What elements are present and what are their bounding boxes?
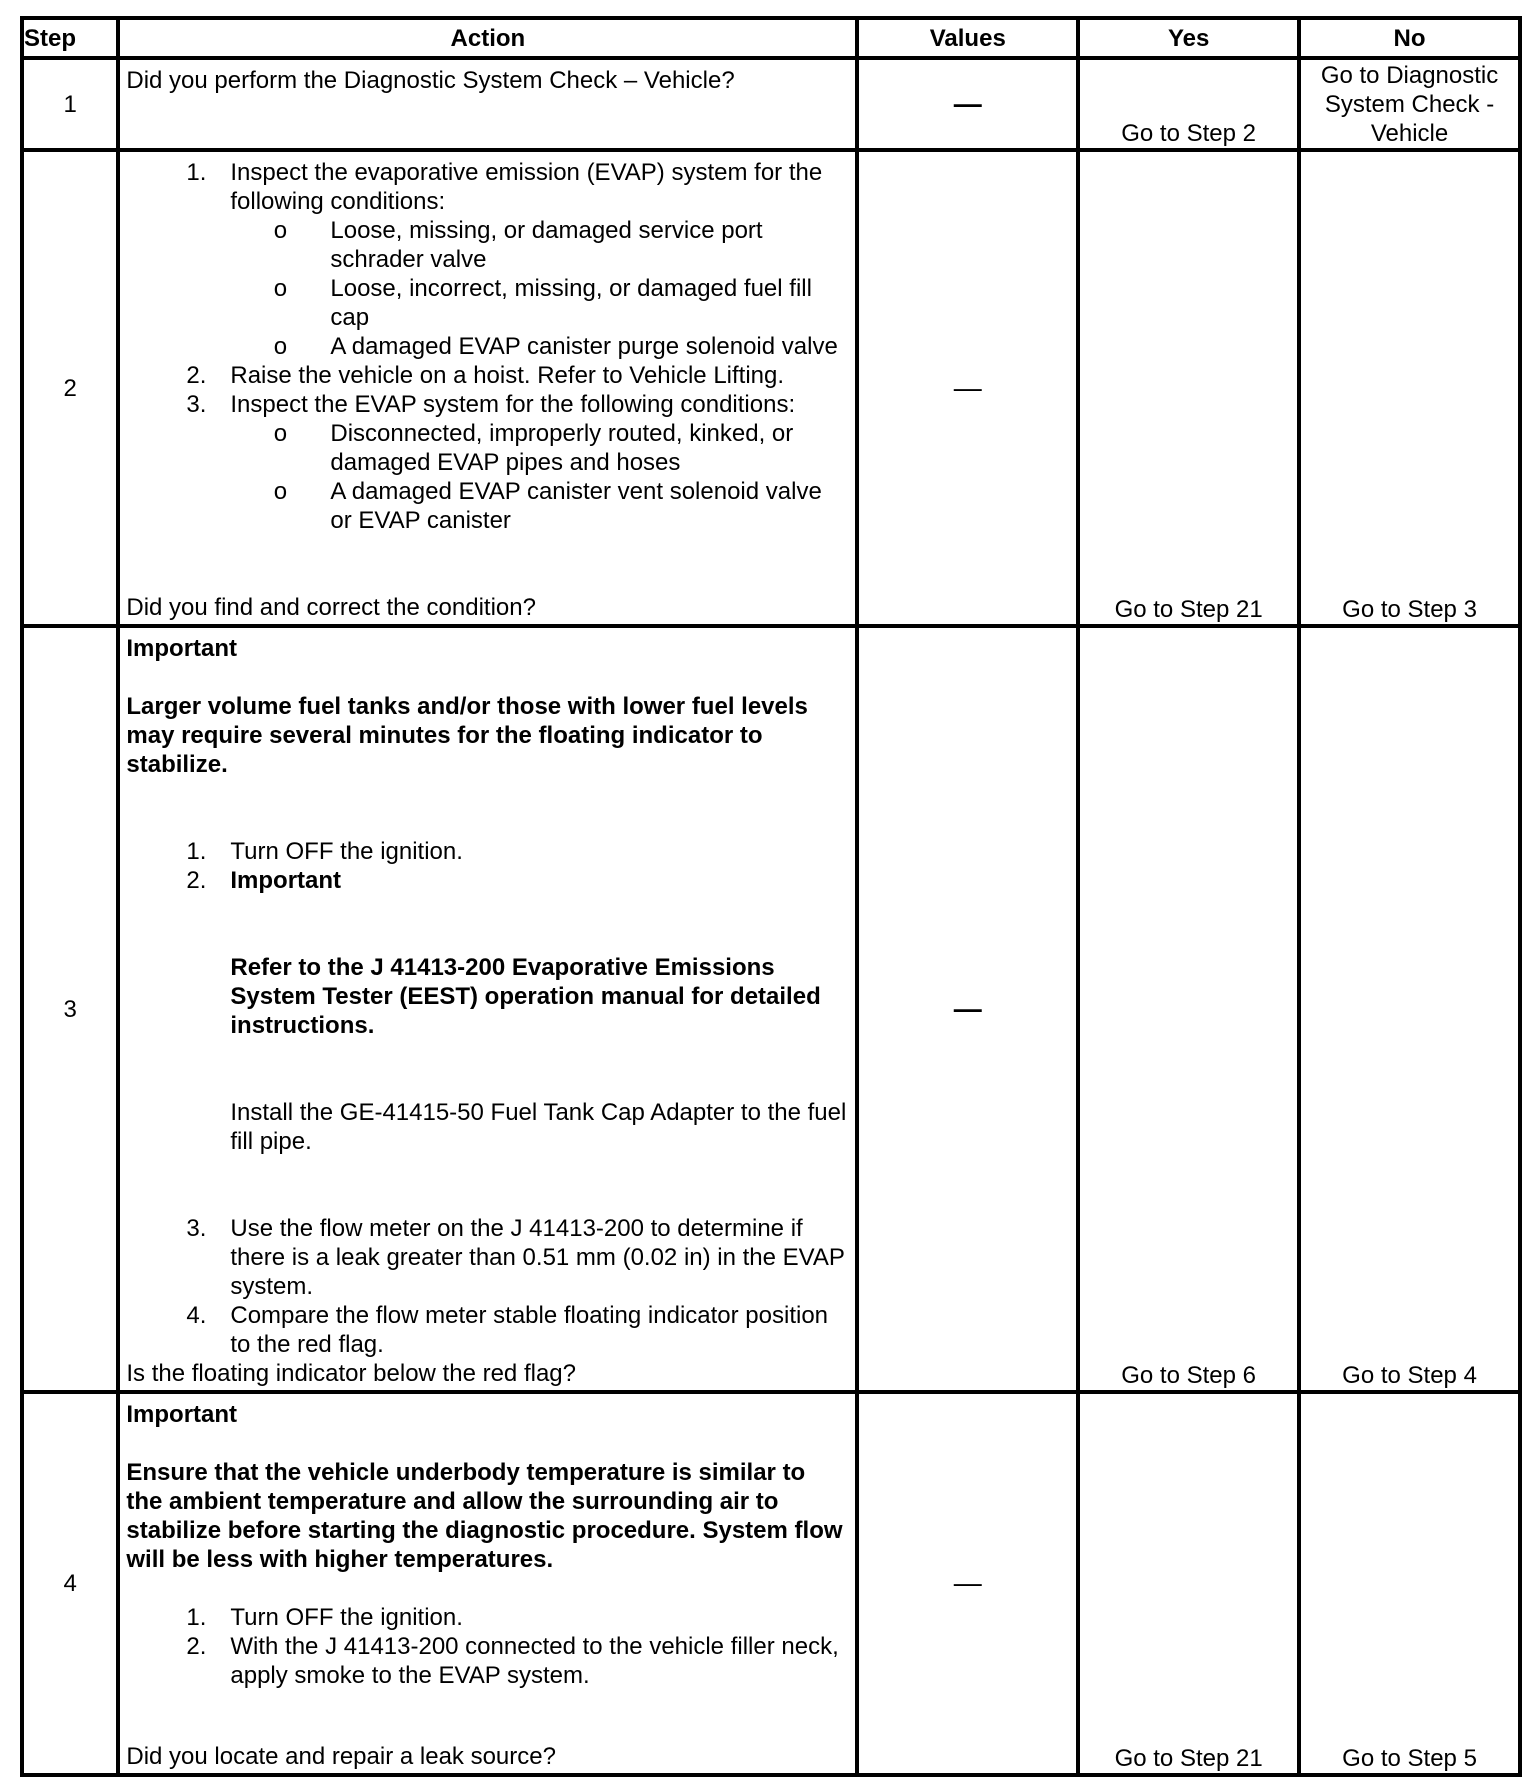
header-step: Step [22, 18, 118, 58]
action-list [126, 1603, 847, 1690]
bullet-glyph: o [273, 420, 288, 447]
yes-cell: Go to Step 6 [1078, 626, 1299, 1392]
action-list [126, 837, 847, 1359]
table-row [22, 626, 1520, 1392]
bullet-item: o A damaged EVAP canister purge solenoid valve [230, 332, 847, 361]
step-number: 1 [22, 58, 118, 150]
list-item: 3. Inspect the EVAP system for the following conditions: o Disconnected, improperly routed, kinked, or damaged EVAP pipes and hoses o A damaged EVAP canister vent solenoid valve or EVAP canister [126, 390, 847, 535]
list-item: 2. Important Refer to the J 41413-200 Evaporative Emissions System Tester (EEST) operation manual for detailed instructions. Install the GE-41415-50 Fuel Tank Cap Adapter to the fuel fill pipe. [186, 867, 847, 1155]
values-cell [857, 58, 1078, 150]
important-label: Important [126, 1401, 238, 1428]
list-item: 1. Turn OFF the ignition. [186, 838, 463, 865]
question: Did you perform the Diagnostic System Check – Vehicle? [126, 67, 735, 94]
values-dash: — [953, 371, 982, 403]
header-values: Values [857, 18, 1078, 58]
action-cell [118, 150, 857, 626]
no-cell: Go to Step 3 [1299, 150, 1520, 626]
action-list [126, 158, 847, 535]
important-text: Ensure that the vehicle underbody temperature is similar to the ambient temperature and allow the surrounding air to stabilize before starting the diagnostic procedure. System flow will be less with higher temperatures. [126, 1459, 843, 1573]
bullet-glyph: o [273, 333, 288, 360]
bullet-item: o Loose, incorrect, missing, or damaged fuel fill cap [230, 274, 847, 332]
header-row [22, 18, 1520, 58]
bullet-glyph: o [273, 217, 288, 244]
header-no: No [1299, 18, 1520, 58]
list-item: 2. Raise the vehicle on a hoist. Refer to Vehicle Lifting. [186, 362, 785, 389]
question: Did you locate and repair a leak source? [126, 1743, 556, 1770]
values-cell [857, 150, 1078, 626]
question: Is the floating indicator below the red flag? [126, 1360, 576, 1387]
table-row [22, 1392, 1520, 1775]
list-item: 4. Compare the flow meter stable floating indicator position to the red flag. [186, 1302, 829, 1358]
important-text: Larger volume fuel tanks and/or those with lower fuel levels may require several minutes for the floating indicator to stabilize. [126, 693, 808, 778]
step-number: 4 [22, 1392, 118, 1775]
important-label: Important [230, 867, 342, 894]
values-cell [857, 626, 1078, 1392]
table-row [22, 58, 1520, 150]
header-yes: Yes [1078, 18, 1299, 58]
important-text: Refer to the J 41413-200 Evaporative Emissions System Tester (EEST) operation manual for detailed instructions. [230, 954, 821, 1039]
bullet-item: o Loose, missing, or damaged service port schrader valve [230, 216, 847, 274]
bullet-list [230, 216, 847, 361]
list-item: 2. With the J 41413-200 connected to the vehicle filler neck, apply smoke to the EVAP system. [186, 1633, 839, 1689]
values-dash: — [953, 87, 982, 119]
question: Did you find and correct the condition? [126, 594, 536, 621]
bullet-item: o Disconnected, improperly routed, kinked, or damaged EVAP pipes and hoses [230, 419, 847, 477]
list-item: 1. Inspect the evaporative emission (EVAP) system for the following conditions: o Loose, missing, or damaged service port schrader valve o Loose, incorrect, missing, or damaged fuel fill cap o A damaged EVAP canister purge solenoid valve [126, 158, 847, 361]
values-dash: — [953, 992, 982, 1024]
bullet-item: o A damaged EVAP canister vent solenoid valve or EVAP canister [230, 477, 847, 535]
values-cell [857, 1392, 1078, 1775]
list-item: 1. Turn OFF the ignition. [186, 1604, 463, 1631]
values-dash: — [953, 1567, 982, 1598]
yes-cell: Go to Step 21 [1078, 1392, 1299, 1775]
action-cell [118, 1392, 857, 1775]
bullet-glyph: o [273, 478, 288, 505]
header-action: Action [118, 18, 857, 58]
yes-cell: Go to Step 21 [1078, 150, 1299, 626]
bullet-list [230, 419, 847, 535]
list-item: 3. Use the flow meter on the J 41413-200 to determine if there is a leak greater than 0.51 mm (0.02 in) in the EVAP system. [186, 1215, 845, 1300]
bullet-glyph: o [273, 275, 288, 302]
no-cell: Go to Step 5 [1299, 1392, 1520, 1775]
no-cell: Go to Diagnostic System Check - Vehicle [1299, 58, 1520, 150]
no-cell: Go to Step 4 [1299, 626, 1520, 1392]
important-label: Important [126, 635, 238, 662]
step-number: 3 [22, 626, 118, 1392]
step-number: 2 [22, 150, 118, 626]
action-cell [118, 58, 857, 150]
table-row [22, 150, 1520, 626]
yes-cell: Go to Step 2 [1078, 58, 1299, 150]
action-cell [118, 626, 857, 1392]
diagnostic-table [20, 16, 1522, 1777]
